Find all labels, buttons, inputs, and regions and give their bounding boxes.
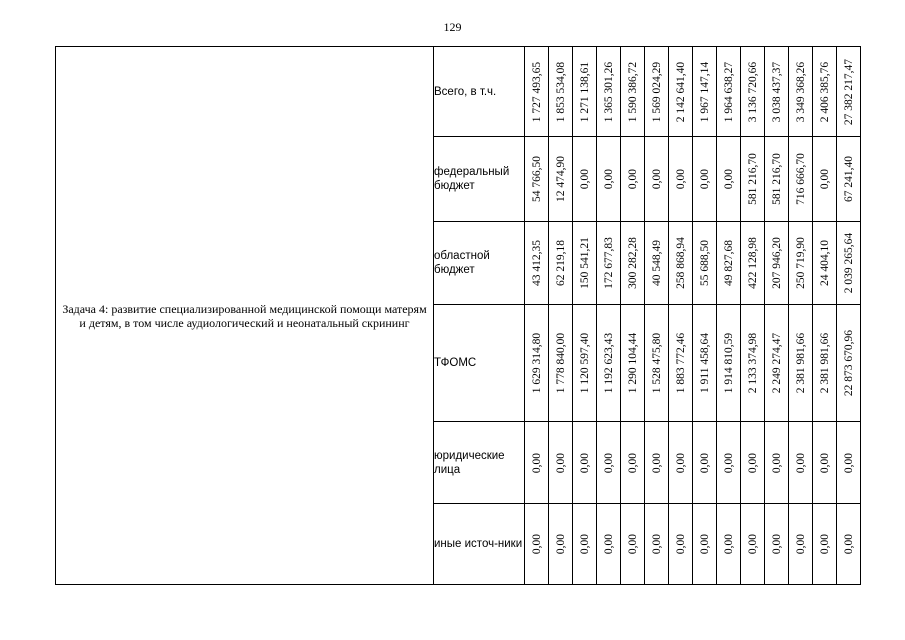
value-cell xyxy=(789,137,813,222)
value-cell xyxy=(621,222,645,305)
amount-value: 0,00 xyxy=(578,168,591,190)
value-cell xyxy=(693,222,717,305)
amount-value: 1 290 104,44 xyxy=(626,332,639,394)
amount-value: 150 541,21 xyxy=(578,237,591,289)
value-cell xyxy=(837,422,861,504)
value-cell xyxy=(813,305,837,422)
value-cell xyxy=(621,422,645,504)
amount-value: 1 883 772,46 xyxy=(674,332,687,394)
amount-value: 0,00 xyxy=(698,533,711,555)
amount-value: 250 719,90 xyxy=(794,237,807,289)
value-cell xyxy=(525,422,549,504)
amount-value: 0,00 xyxy=(626,168,639,190)
amount-value: 54 766,50 xyxy=(530,156,543,202)
value-cell xyxy=(765,305,789,422)
value-cell xyxy=(597,137,621,222)
value-cell xyxy=(741,504,765,585)
value-cell xyxy=(525,305,549,422)
amount-value: 0,00 xyxy=(722,452,735,473)
amount-value: 24 404,10 xyxy=(818,240,831,286)
funding-source-label: федеральный бюджет xyxy=(434,137,525,222)
value-cell xyxy=(573,504,597,585)
value-cell xyxy=(669,222,693,305)
amount-value: 1 569 024,29 xyxy=(650,61,663,122)
table-row xyxy=(56,47,861,137)
funding-source-label: иные источ-ники xyxy=(434,504,525,585)
amount-value: 581 216,70 xyxy=(770,153,783,205)
task-description-cell xyxy=(56,47,434,585)
value-cell xyxy=(525,47,549,137)
value-cell xyxy=(621,305,645,422)
value-cell xyxy=(717,47,741,137)
table-body xyxy=(56,47,861,585)
amount-value: 0,00 xyxy=(770,452,783,473)
value-cell xyxy=(621,137,645,222)
amount-value: 0,00 xyxy=(794,452,807,473)
value-cell xyxy=(813,222,837,305)
amount-value: 0,00 xyxy=(554,533,567,555)
value-cell xyxy=(573,305,597,422)
amount-value: 1 778 840,00 xyxy=(554,332,567,394)
value-cell xyxy=(549,47,573,137)
amount-value: 207 946,20 xyxy=(770,237,783,289)
amount-value: 3 349 368,26 xyxy=(794,61,807,122)
amount-value: 0,00 xyxy=(530,533,543,555)
value-cell xyxy=(525,137,549,222)
value-cell xyxy=(597,422,621,504)
amount-value: 1 727 493,65 xyxy=(530,61,543,122)
value-cell xyxy=(549,422,573,504)
amount-value: 55 688,50 xyxy=(698,240,711,286)
amount-value: 1 911 458,64 xyxy=(698,333,711,393)
value-cell xyxy=(717,222,741,305)
amount-value: 2 381 981,66 xyxy=(794,332,807,394)
value-cell xyxy=(573,222,597,305)
value-cell xyxy=(717,137,741,222)
value-cell xyxy=(669,137,693,222)
value-cell xyxy=(669,504,693,585)
funding-source-label: Всего, в т.ч. xyxy=(434,47,525,137)
amount-value: 67 241,40 xyxy=(842,156,855,202)
amount-value: 22 873 670,96 xyxy=(842,329,855,397)
amount-value: 27 382 217,47 xyxy=(842,58,855,125)
amount-value: 43 412,35 xyxy=(530,240,543,286)
amount-value: 12 474,90 xyxy=(554,156,567,202)
value-cell xyxy=(765,47,789,137)
funding-source-label: областной бюджет xyxy=(434,222,525,305)
amount-value: 2 406 385,76 xyxy=(818,61,831,122)
amount-value: 2 133 374,98 xyxy=(746,332,759,394)
value-cell xyxy=(813,422,837,504)
amount-value: 0,00 xyxy=(650,168,663,190)
amount-value: 172 677,83 xyxy=(602,237,615,289)
amount-value: 0,00 xyxy=(818,533,831,555)
value-cell xyxy=(789,504,813,585)
value-cell xyxy=(765,422,789,504)
amount-value: 0,00 xyxy=(530,452,543,473)
funding-table xyxy=(55,46,861,585)
amount-value: 300 282,28 xyxy=(626,237,639,289)
value-cell xyxy=(549,305,573,422)
amount-value: 0,00 xyxy=(794,533,807,555)
value-cell xyxy=(525,504,549,585)
value-cell xyxy=(645,305,669,422)
amount-value: 0,00 xyxy=(698,452,711,473)
amount-value: 1 629 314,80 xyxy=(530,332,543,394)
amount-value: 3 136 720,66 xyxy=(746,61,759,122)
value-cell xyxy=(789,47,813,137)
value-cell xyxy=(597,47,621,137)
value-cell xyxy=(573,422,597,504)
value-cell xyxy=(837,305,861,422)
amount-value: 0,00 xyxy=(674,533,687,555)
value-cell xyxy=(597,222,621,305)
amount-value: 0,00 xyxy=(650,452,663,473)
amount-value: 422 128,98 xyxy=(746,237,759,289)
amount-value: 0,00 xyxy=(602,533,615,555)
amount-value: 0,00 xyxy=(722,533,735,555)
value-cell xyxy=(741,47,765,137)
amount-value: 49 827,68 xyxy=(722,240,735,286)
value-cell xyxy=(645,47,669,137)
amount-value: 62 219,18 xyxy=(554,240,567,286)
amount-value: 0,00 xyxy=(674,452,687,473)
value-cell xyxy=(645,222,669,305)
amount-value: 1 192 623,43 xyxy=(602,332,615,394)
value-cell xyxy=(741,305,765,422)
value-cell xyxy=(813,47,837,137)
value-cell xyxy=(549,504,573,585)
value-cell xyxy=(837,137,861,222)
amount-value: 0,00 xyxy=(602,452,615,473)
value-cell xyxy=(741,137,765,222)
value-cell xyxy=(645,137,669,222)
value-cell xyxy=(573,47,597,137)
amount-value: 0,00 xyxy=(698,168,711,190)
amount-value: 1 967 147,14 xyxy=(698,61,711,122)
value-cell xyxy=(765,222,789,305)
amount-value: 0,00 xyxy=(842,533,855,555)
task-description: Задача 4: развитие специализированной медицинской помощи матерям и детям, в том числе аудиологический и неонатальный скрининг xyxy=(62,301,427,330)
value-cell xyxy=(669,305,693,422)
value-cell xyxy=(525,222,549,305)
amount-value: 0,00 xyxy=(626,452,639,473)
amount-value: 0,00 xyxy=(626,533,639,555)
value-cell xyxy=(789,305,813,422)
amount-value: 0,00 xyxy=(578,452,591,473)
amount-value: 0,00 xyxy=(770,533,783,555)
value-cell xyxy=(741,222,765,305)
value-cell xyxy=(765,504,789,585)
value-cell xyxy=(621,504,645,585)
value-cell xyxy=(645,504,669,585)
amount-value: 2 142 641,40 xyxy=(674,61,687,122)
value-cell xyxy=(813,137,837,222)
amount-value: 0,00 xyxy=(818,168,831,190)
value-cell xyxy=(717,504,741,585)
funding-source-label: юридические лица xyxy=(434,422,525,504)
amount-value: 1 914 810,59 xyxy=(722,332,735,394)
value-cell xyxy=(693,422,717,504)
value-cell xyxy=(789,422,813,504)
value-cell xyxy=(645,422,669,504)
value-cell xyxy=(693,305,717,422)
value-cell xyxy=(837,47,861,137)
amount-value: 2 249 274,47 xyxy=(770,332,783,394)
amount-value: 1 120 597,40 xyxy=(578,332,591,394)
value-cell xyxy=(669,47,693,137)
amount-value: 258 868,94 xyxy=(674,237,687,289)
amount-value: 1 271 138,61 xyxy=(578,61,591,122)
value-cell xyxy=(765,137,789,222)
amount-value: 0,00 xyxy=(554,452,567,473)
value-cell xyxy=(693,504,717,585)
value-cell xyxy=(597,504,621,585)
amount-value: 2 039 265,64 xyxy=(842,232,855,294)
amount-value: 0,00 xyxy=(746,533,759,555)
amount-value: 0,00 xyxy=(578,533,591,555)
funding-source-label: ТФОМС xyxy=(434,305,525,422)
amount-value: 716 666,70 xyxy=(794,153,807,205)
amount-value: 0,00 xyxy=(722,168,735,190)
value-cell xyxy=(693,137,717,222)
value-cell xyxy=(717,422,741,504)
value-cell xyxy=(669,422,693,504)
amount-value: 0,00 xyxy=(602,168,615,190)
amount-value: 3 038 437,37 xyxy=(770,61,783,122)
amount-value: 0,00 xyxy=(674,168,687,190)
amount-value: 0,00 xyxy=(842,452,855,473)
value-cell xyxy=(837,504,861,585)
page-number: 129 xyxy=(443,20,462,34)
value-cell xyxy=(837,222,861,305)
amount-value: 40 548,49 xyxy=(650,240,663,286)
amount-value: 1 528 475,80 xyxy=(650,332,663,394)
value-cell xyxy=(789,222,813,305)
amount-value: 2 381 981,66 xyxy=(818,332,831,394)
value-cell xyxy=(813,504,837,585)
amount-value: 0,00 xyxy=(746,452,759,473)
amount-value: 0,00 xyxy=(650,533,663,555)
amount-value: 1 590 386,72 xyxy=(626,61,639,122)
value-cell xyxy=(693,47,717,137)
value-cell xyxy=(573,137,597,222)
value-cell xyxy=(741,422,765,504)
value-cell xyxy=(717,305,741,422)
amount-value: 1 964 638,27 xyxy=(722,61,735,122)
amount-value: 581 216,70 xyxy=(746,153,759,205)
value-cell xyxy=(549,137,573,222)
value-cell xyxy=(597,305,621,422)
amount-value: 1 365 301,26 xyxy=(602,61,615,122)
value-cell xyxy=(621,47,645,137)
amount-value: 0,00 xyxy=(818,452,831,473)
amount-value: 1 853 534,08 xyxy=(554,61,567,122)
value-cell xyxy=(549,222,573,305)
